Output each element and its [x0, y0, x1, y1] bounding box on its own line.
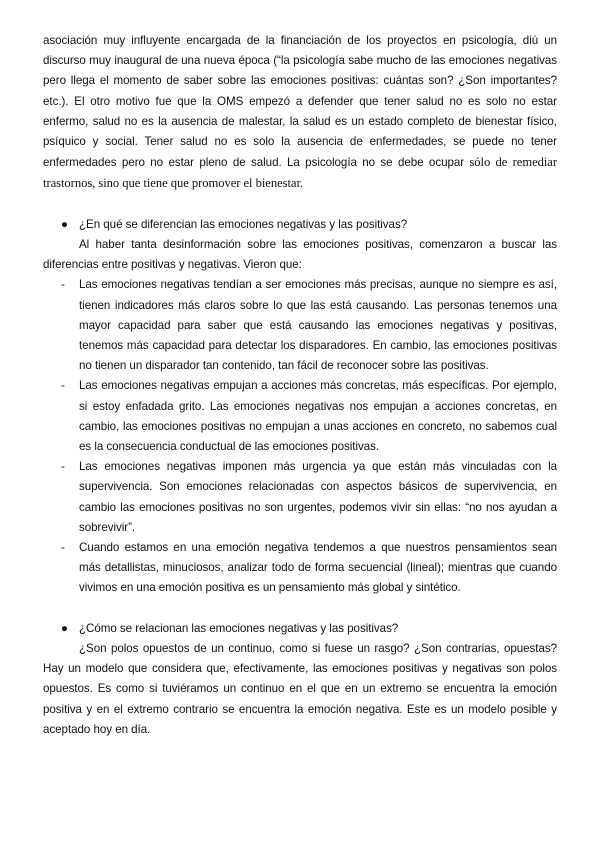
list-item	[43, 457, 557, 538]
list-item	[43, 538, 557, 599]
list-item	[43, 275, 557, 376]
section1-intro: Al haber tanta desinformación sobre las emociones positivas, comenzaron a buscar las diferencias entre positivas y negativas. Vieron que:	[43, 238, 557, 272]
list-item-text: Las emociones negativas imponen más urgencia ya que están más vinculadas con la supervivencia. Son emociones relacionadas con aspectos básicos de supervivencia, en cambio las emociones positivas no son urgentes, podemos vivir sin ellas: “no nos ayudan a sobrevivir”.	[79, 460, 557, 534]
section2-body: ¿Son polos opuestos de un continuo, como si fuese un rasgo? ¿Son contrarias, opuestas? Hay un modelo que considera que, efectivamente, las emociones positivas y negativas son polos opuestos. Es como si tuviéramos un continuo en el que en un extremo se encuentra la emoción positiva y en el extremo contrario se encuentra la emoción negativa. Este es un modelo posible y aceptado hoy en día.	[43, 642, 557, 736]
section1-heading	[43, 215, 557, 235]
section2-heading	[43, 619, 557, 639]
bullet-icon: ●	[61, 217, 68, 231]
dash-marker: -	[61, 379, 65, 393]
bullet-icon: ●	[61, 621, 68, 635]
section2-heading-text: ¿Cómo se relacionan las emociones negativas y las positivas?	[79, 621, 399, 635]
spacer	[43, 599, 557, 619]
list-item-text: Cuando estamos en una emoción negativa tendemos a que nuestros pensamientos sean más detallistas, minuciosos, analizar todo de forma secuencial (lineal); mientras que cuando vivimos en una emoción positiva es un pensamiento más global y sintético.	[79, 541, 557, 595]
dash-marker: -	[61, 541, 65, 555]
section1-heading-text: ¿En qué se diferencian las emociones negativas y las positivas?	[79, 217, 408, 231]
spacer	[43, 195, 557, 215]
document-body	[43, 31, 557, 740]
list-item-text: Las emociones negativas tendían a ser emociones más precisas, aunque no siempre es así, tienen indicadores más claros sobre lo que las está causando. Las personas tenemos una mayor capacidad para saber que está causando las emociones negativas y positivas, tenemos más capacidad para detectar los disparadores. En cambio, las emociones positivas no tienen un disparador tan contenido, tan fácil de reconocer sobre las positivas.	[79, 278, 557, 373]
dash-marker: -	[61, 460, 65, 474]
intro-tail-text: sólo de remediar trastornos, sino que tiene que promover el bienestar.	[43, 155, 557, 191]
list-item-text: Las emociones negativas empujan a acciones más concretas, más específicas. Por ejemplo, si estoy enfadada grito. Las emociones negativas nos empujan a acciones concretas, en cambio, las emociones positivas no empujan a unas acciones en concreto, no sabemos cual es la consecuencia conductual de las emociones positivas.	[79, 379, 557, 454]
dash-marker: -	[61, 278, 65, 292]
list-item	[43, 376, 557, 457]
intro-text: asociación muy influyente encargada de la financiación de los proyectos en psicología, diú un discurso muy inaugural de una nueva época (“la psicología sabe mucho de las emociones negativas pero llega el momento de saber sobre las emociones positivas: cuántas son? ¿Son importantes? etc.). El otro motivo fue que la OMS empezó a defender que tener salud no es solo no estar enfermo, salud no es la ausencia de malestar, la salud es un estado completo de bienestar físico, psíquico y social. Tener salud no es solo la ausencia de enfermedades, se puede no tener enfermedades pero no estar pleno de salud. La psicología no se debe ocupar	[43, 34, 557, 170]
intro-paragraph	[43, 31, 557, 195]
differences-list	[43, 275, 557, 598]
